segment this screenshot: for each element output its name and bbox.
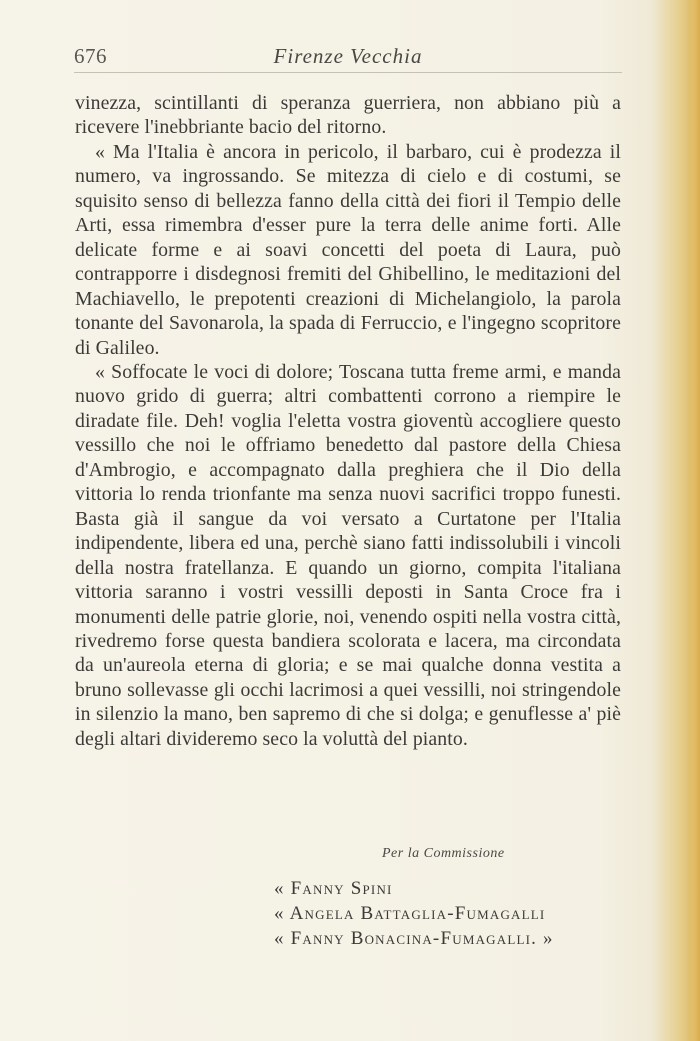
running-title: Firenze Vecchia	[273, 44, 423, 68]
signature-block	[0, 846, 700, 966]
body-text	[75, 91, 621, 751]
paragraph-1: vinezza, scintillanti di speranza guerriera, non abbiano più a ricevere l'inebbriante bacio del ritorno.	[75, 92, 621, 139]
page-number: 676	[74, 44, 107, 68]
paragraph-3: « Soffocate le voci di dolore; Toscana tutta freme armi, e manda nuovo grido di guerra; altri combattenti corrono a riempire le diradate file. Deh! voglia l'eletta vostra gioventù accogliere questo vessillo che noi le offriamo benedetto dal pastore della Chiesa d'Ambrogio, e accompagnato dalla preghiera che il Dio della vittoria lo renda trionfante ma senza nuovi sacrifici troppo funesti. Basta già il sangue da voi versato a Curtatone per l'Italia indipendente, libera ed una, perchè siano fatti indissolubili i vincoli della nostra fratellanza. E quando un giorno, compita l'italiana vittoria saranno i vostri vessilli deposti in Santa Croce fra i monumenti delle patrie glorie, noi, venendo ospiti nella vostra città, rivedremo forse questa bandiera scolorata e lacera, ma circondata da un'aureola eterna di gloria; e se mai qualche donna vestita a bruno sollevasse gli occhi lacrimosi a quei vessilli, noi stringendole in silenzio la mano, ben sapremo di che si dolga; e genuflesse a' piè degli altari divideremo seco la voluttà del pianto.	[75, 360, 621, 750]
paragraph-2: « Ma l'Italia è ancora in pericolo, il barbaro, cui è prodezza il numero, va ingrossando. Se mitezza di cielo e di costumi, se squisito senso di bellezza fanno della città dei fiori il Tempio delle Arti, essa rimembra d'esser pure la terra delle anime forti. Alle delicate forme e ai soavi concetti del poeta di Laura, può contrapporre i disdegnosi fremiti del Ghibellino, le meditazioni del Machiavello, le prepotenti creazioni di Michelangiolo, la parola tonante del Savonarola, la spada di Ferruccio, e l'ingegno scopritore di Galileo.	[75, 140, 621, 359]
signer-2: « Angela Battaglia-Fumagalli	[274, 903, 546, 924]
commission-label: Per la Commissione	[382, 846, 505, 861]
signer-3: « Fanny Bonacina-Fumagalli. »	[274, 928, 554, 949]
header-rule	[74, 72, 622, 73]
page-header	[74, 44, 622, 74]
signer-1: « Fanny Spini	[274, 878, 393, 899]
